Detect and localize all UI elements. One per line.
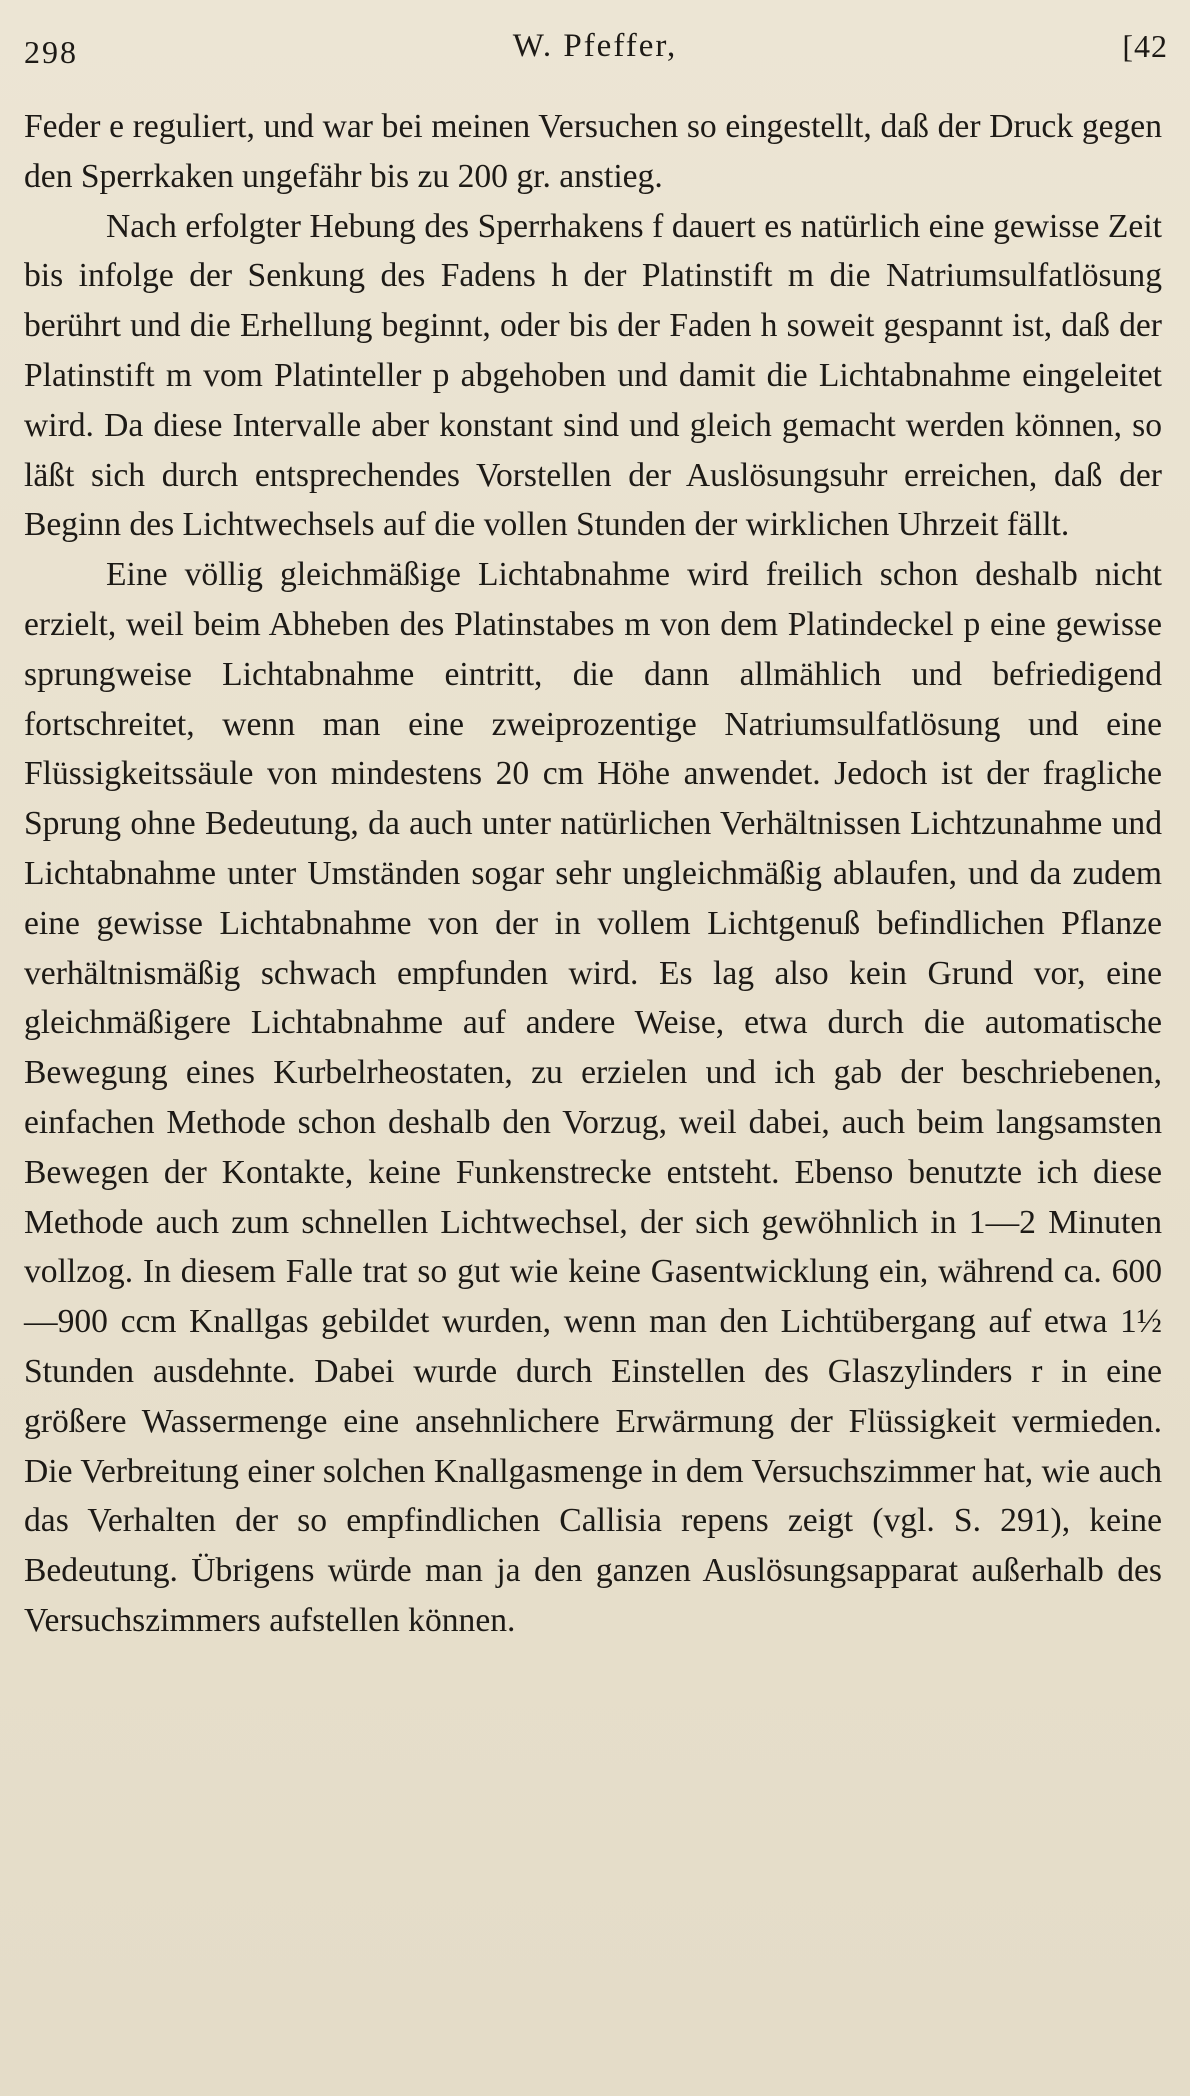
running-head: W. Pfeffer, — [512, 28, 678, 64]
section-mark: [42 — [1122, 28, 1168, 64]
paragraph-2: Nach erfolgter Hebung des Sperrhakens f dauert es natürlich eine gewisse Zeit bis infolge der Senkung des Fadens h der Platinstift m die Natriumsulfatlösung berührt und die Erhellung beginnt, oder bis der Faden h soweit gespannt ist, daß der Platinstift m vom Platinteller p abgehoben und damit die Lichtabnahme eingeleitet wird. Da diese Intervalle aber konstant sind und gleich gemacht werden können, so läßt sich durch entsprechendes Vorstellen der Auslösungsuhr erreichen, daß der Beginn des Lichtwechsels auf die vollen Stunden der wirklichen Uhrzeit fällt. — [24, 207, 1162, 544]
paragraph-1: Feder e reguliert, und war bei meinen Versuchen so eingestellt, daß der Druck gegen den Sperrkaken ungefähr bis zu 200 gr. anstieg. — [24, 108, 1162, 195]
page-number: 298 — [24, 34, 78, 70]
page-header — [22, 28, 1168, 78]
body-text — [24, 102, 1162, 1646]
paragraph-3: Eine völlig gleichmäßige Lichtabnahme wird freilich schon deshalb nicht erzielt, weil beim Abheben des Platinstabes m von dem Platindeckel p eine gewisse sprungweise Lichtabnahme eintritt, die dann allmählich und befriedigend fortschreitet, wenn man eine zweiprozentige Natriumsulfatlösung und eine Flüssigkeitssäule von mindestens 20 cm Höhe anwendet. Jedoch ist der fragliche Sprung ohne Bedeutung, da auch unter natürlichen Verhältnissen Lichtzunahme und Lichtabnahme unter Umständen sogar sehr ungleichmäßig ablaufen, und da zudem eine gewisse Lichtabnahme von der in vollem Lichtgenuß befindlichen Pflanze verhältnismäßig schwach empfunden wird. Es lag also kein Grund vor, eine gleichmäßigere Lichtabnahme auf andere Weise, etwa durch die automatische Bewegung eines Kurbelrheostaten, zu erzielen und ich gab der beschriebenen, einfachen Methode schon deshalb den Vorzug, weil dabei, auch beim langsamsten Bewegen der Kontakte, keine Funkenstrecke entsteht. Ebenso benutzte ich diese Methode auch zum schnellen Lichtwechsel, der sich gewöhnlich in 1—2 Minuten vollzog. In diesem Falle trat so gut wie keine Gasentwicklung ein, während ca. 600—900 ccm Knallgas gebildet wurden, wenn man den Lichtübergang auf etwa 1½ Stunden ausdehnte. Dabei wurde durch Einstellen des Glaszylinders r in eine größere Wassermenge eine ansehnlichere Erwärmung der Flüssigkeit vermieden. Die Verbreitung einer solchen Knallgasmenge in dem Versuchszimmer hat, wie auch das Verhalten der so empfindlichen Callisia repens zeigt (vgl. S. 291), keine Bedeutung. Übrigens würde man ja den ganzen Auslösungsapparat außerhalb des Versuchszimmers aufstellen können. — [24, 556, 1162, 1639]
